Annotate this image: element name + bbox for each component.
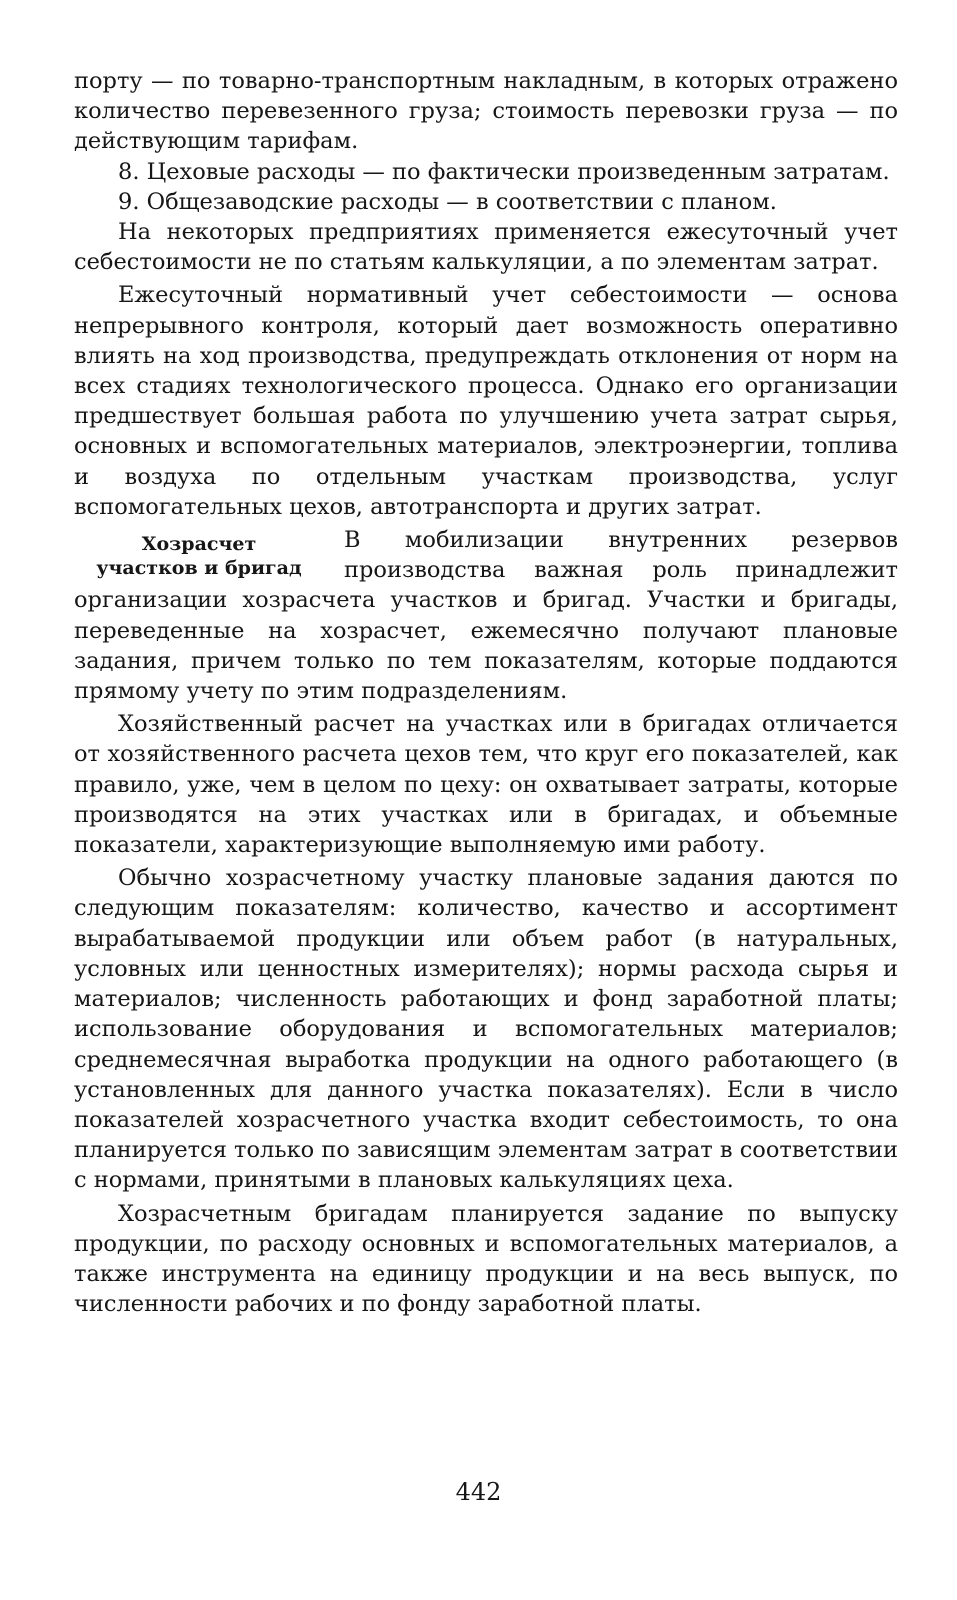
page-body (74, 66, 898, 1319)
paragraph-cost-accounting-intro: В мобилизации внутренних резервов производства важная роль принадлежит организации хозрасчета участков и бригад. Участки и бригады, переведенные на хозрасчет, ежемесячно получают плановые задания, причем только по тем показателям, которые поддаются прямому учету по этим подразделениям. (74, 527, 898, 705)
paragraph-planned-tasks: Обычно хозрасчетному участку плановые задания даются по следующим показателям: количество, качество и ассортимент вырабатываемой продукции или объем работ (в натуральных, условных или ценностных измерителях); нормы расхода сырья и материалов; численность работающих и фонд заработной платы; использование оборудования и вспомогательных материалов; среднемесячная выработка продукции на одного работающего (в установленных для данного участка показателях). Если в число показателей хозрасчетного участка входит себестоимость, то она планируется только по зависящим элементам затрат в соответствии с нормами, принятыми в плановых калькуляциях цеха. (74, 865, 898, 1194)
page-number: 442 (455, 1478, 502, 1506)
paragraph-economic-calculation: Хозяйственный расчет на участках или в бригадах отличается от хозяйственного расчета цехов тем, что круг его показателей, как правило, уже, чем в целом по цеху: он охватывает затраты, которые производятся на этих участках или в бригадах, и объемные показатели, характеризующие выполняемую ими работу. (74, 711, 898, 859)
paragraph-normative-accounting: Ежесуточный нормативный учет себестоимости — основа непрерывного контроля, который дает возможность оперативно влиять на ход производства, предупреждать отклонения от норм на всех стадиях технологического процесса. Однако его организации предшествует большая работа по улучшению учета затрат сырья, основных и вспомогательных материалов, электроэнергии, топлива и воздуха по отдельным участкам производства, услуг вспомогательных цехов, автотранспорта и других затрат. (74, 282, 898, 520)
side-heading (74, 532, 324, 580)
side-heading-line-2: участков и бригад (96, 557, 302, 580)
paragraph-continuation: порту — по товарно-транспортным накладным, в которых отражено количество перевезенного груза; стоимость перевозки груза — по действующим тарифам. (74, 68, 898, 155)
side-heading-line-1: Хозрасчет (141, 533, 257, 556)
paragraph-item-8: 8. Цеховые расходы — по фактически произведенным затратам. (118, 158, 890, 185)
paragraph-daily-accounting: На некоторых предприятиях применяется ежесуточный учет себестоимости не по статьям калькуляции, а по элементам затрат. (74, 219, 898, 276)
paragraph-item-9: 9. Общезаводские расходы — в соответствии с планом. (118, 188, 777, 215)
paragraph-brigades: Хозрасчетным бригадам планируется задание по выпуску продукции, по расходу основных и вспомогательных материалов, а также инструмента на единицу продукции и на весь выпуск, по численности рабочих и по фонду заработной платы. (74, 1200, 898, 1318)
